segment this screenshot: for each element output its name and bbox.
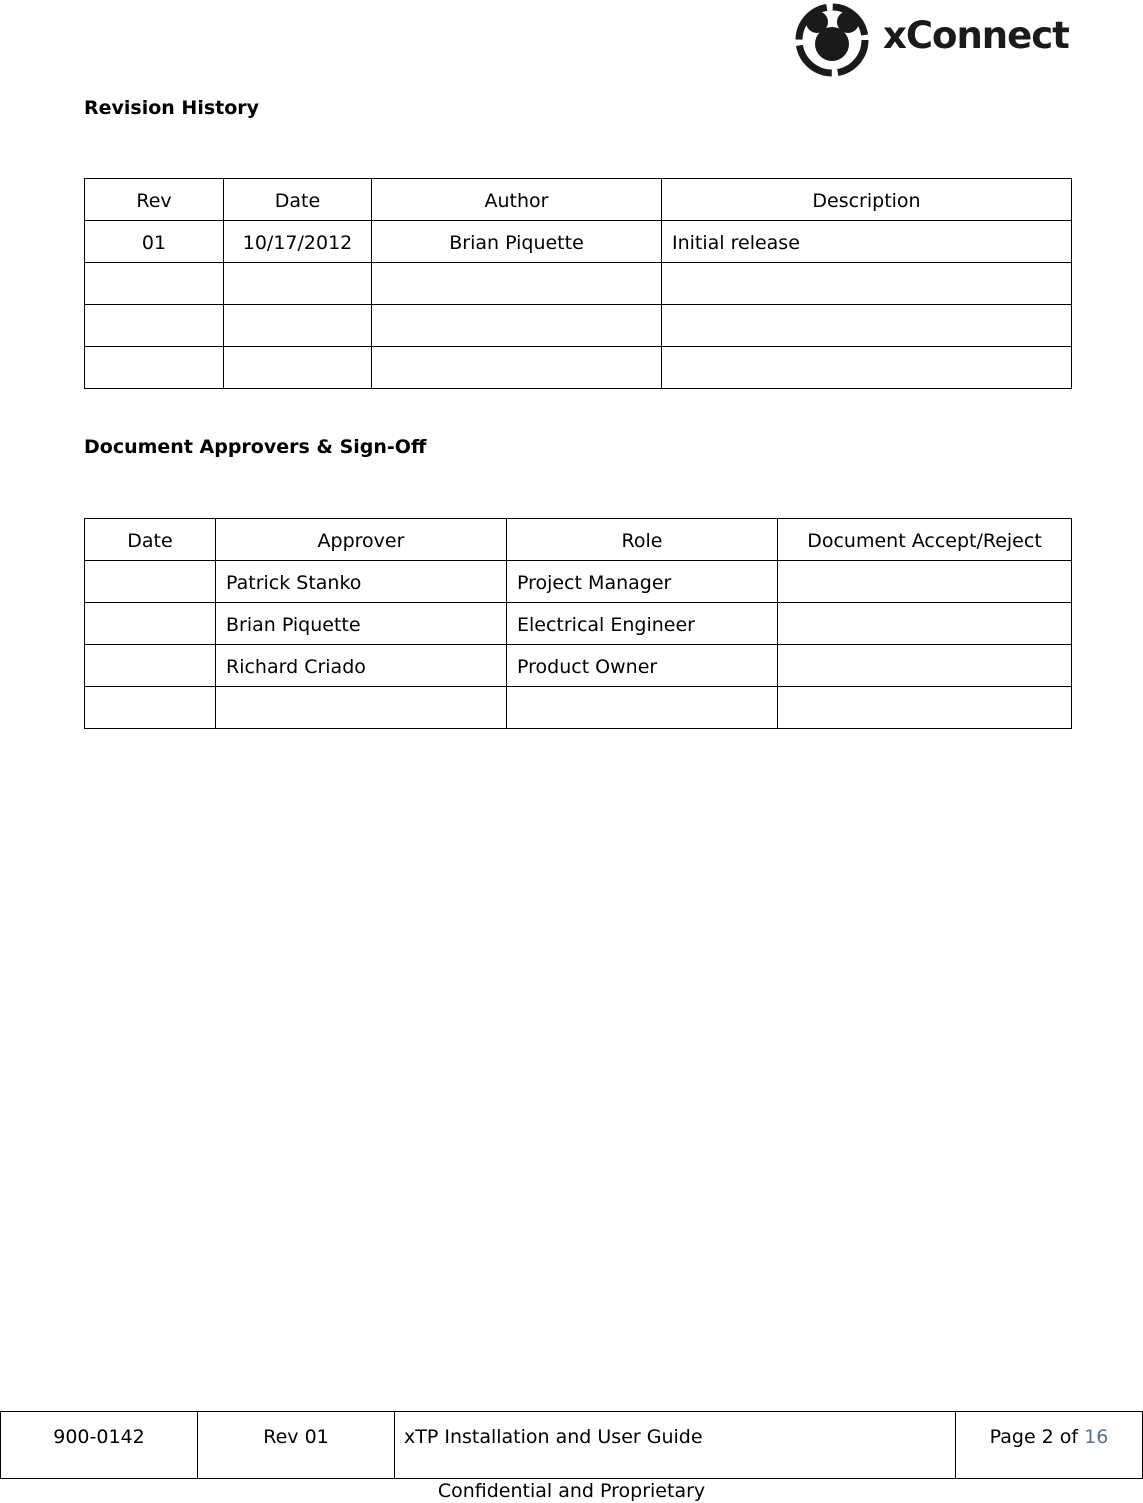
footer-doc-number: 900-0142 [1,1412,198,1479]
table-cell: 10/17/2012 [224,221,372,263]
table-cell: Product Owner [507,645,778,687]
table-cell [224,263,372,305]
table-cell [85,347,224,389]
table-cell: Patrick Stanko [216,561,507,603]
table-cell: Brian Piquette [372,221,662,263]
table-cell [85,645,216,687]
table-cell [507,687,778,729]
table-cell [85,305,224,347]
column-header: Date [224,179,372,221]
column-header: Rev [85,179,224,221]
table-cell [778,645,1072,687]
column-header: Date [85,519,216,561]
column-header: Author [372,179,662,221]
footer-revision: Rev 01 [198,1412,395,1479]
footer-doc-title: xTP Installation and User Guide [395,1412,956,1479]
table-cell [85,687,216,729]
page-total: 16 [1084,1426,1109,1448]
table-cell [662,347,1072,389]
approvers-table [84,518,1072,729]
table-cell: Project Manager [507,561,778,603]
revision-history-title: Revision History [84,97,260,119]
table-row [85,687,1072,729]
table-cell [778,561,1072,603]
page-footer [0,1411,1143,1479]
column-header: Description [662,179,1072,221]
table-header-row [85,179,1072,221]
table-cell: 01 [85,221,224,263]
table-row [85,603,1072,645]
table-cell: Richard Criado [216,645,507,687]
table-cell [778,603,1072,645]
xconnect-logo [793,0,1073,80]
table-cell [662,263,1072,305]
table-row [85,347,1072,389]
table-cell [224,305,372,347]
table-row [85,561,1072,603]
column-header: Document Accept/Reject [778,519,1072,561]
page-label: Page 2 of [989,1426,1085,1448]
approvers-title: Document Approvers & Sign-Off [84,436,427,458]
table-cell [372,347,662,389]
table-cell [85,561,216,603]
table-row [85,305,1072,347]
column-header: Role [507,519,778,561]
column-header: Approver [216,519,507,561]
logo-wordmark: xConnect [883,14,1069,57]
table-cell: Initial release [662,221,1072,263]
table-cell [372,305,662,347]
table-cell [662,305,1072,347]
table-cell: Brian Piquette [216,603,507,645]
table-cell: Electrical Engineer [507,603,778,645]
mouse-ears-icon [793,0,873,80]
footer-page-number [956,1412,1143,1479]
table-cell [85,603,216,645]
table-header-row [85,519,1072,561]
table-cell [224,347,372,389]
table-row [85,645,1072,687]
revision-history-table [84,178,1072,389]
table-cell [372,263,662,305]
confidential-notice: Confidential and Proprietary [437,1480,706,1502]
table-cell [85,263,224,305]
table-cell [216,687,507,729]
table-row [85,221,1072,263]
table-row [85,263,1072,305]
table-cell [778,687,1072,729]
